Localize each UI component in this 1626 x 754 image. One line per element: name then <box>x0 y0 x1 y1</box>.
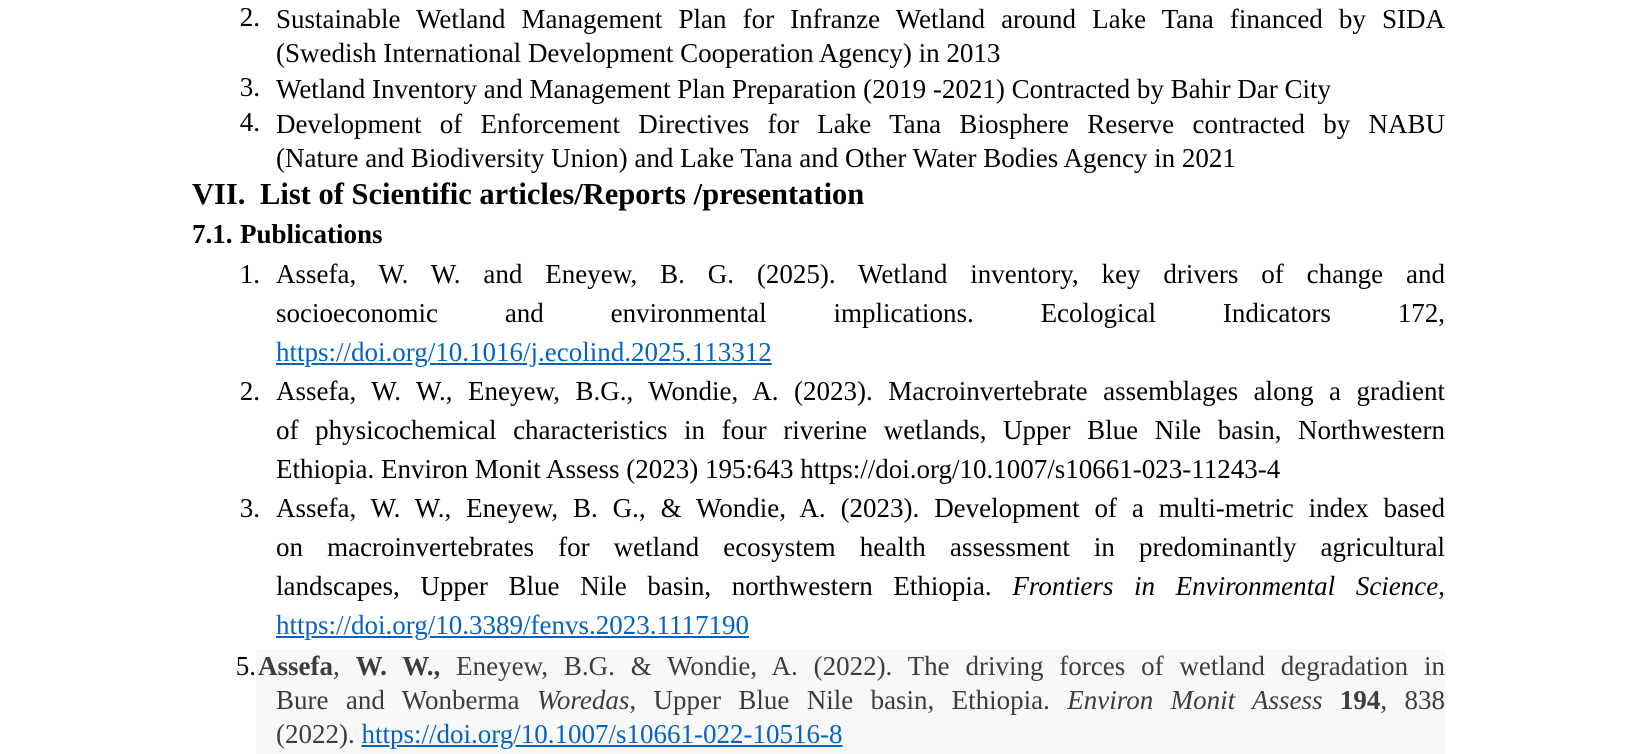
punctuation: , <box>1438 571 1446 601</box>
publication-line <box>258 649 1445 683</box>
publication-line <box>276 567 1445 606</box>
project-number: 3. <box>239 72 260 102</box>
citation-text: Bure and Wonberma <box>276 685 520 715</box>
word: 172, <box>1397 298 1445 328</box>
project-line: Wetland Inventory and Management Plan Preparation (2019 -2021) Contracted by Bahir Dar City <box>276 74 1332 104</box>
project-line: Sustainable Wetland Management Plan for Infranze Wetland around Lake Tana financed by SIDA <box>276 4 1445 34</box>
project-line: Development of Enforcement Directives for Lake Tana Biosphere Reserve contracted by NABU <box>276 109 1445 139</box>
word: Indicators <box>1222 298 1331 328</box>
project-item <box>276 107 1445 141</box>
citation-text: landscapes, Upper Blue Nile basin, northwestern Ethiopia. <box>276 571 992 601</box>
publication-line: Assefa, W. W., Eneyew, B. G., & Wondie, A. (2023). Development of a multi-metric index based <box>276 493 1445 523</box>
citation-text: , Upper Blue Nile basin, Ethiopia. <box>629 685 1050 715</box>
punctuation: , <box>333 651 340 681</box>
publication-item <box>258 649 1445 683</box>
publication-line <box>276 606 1445 645</box>
section-heading <box>192 174 864 214</box>
project-item <box>276 72 1445 106</box>
word: Ecological <box>1040 298 1157 328</box>
author-name: Assefa <box>258 651 333 681</box>
section-title: List of Scientific articles/Reports /presentation <box>260 177 865 211</box>
publication-number: 1. <box>239 259 260 289</box>
publication-item-continued <box>276 683 1445 751</box>
subsection-heading <box>192 216 383 252</box>
project-number: 4. <box>239 107 260 137</box>
journal-name: Frontiers in Environmental Science <box>1012 571 1439 601</box>
publication-line: on macroinvertebrates for wetland ecosystem health assessment in predominantly agricultural <box>276 532 1445 562</box>
doi-link[interactable]: https://doi.org/10.1016/j.ecolind.2025.113312 <box>276 337 772 367</box>
subsection-number: 7.1. <box>192 219 233 249</box>
publication-line-spaced <box>276 294 1445 333</box>
author-initials: W. W., <box>355 651 441 681</box>
publication-line: Ethiopia. Environ Monit Assess (2023) 195:643 https://doi.org/10.1007/s10661-023-11243-4 <box>276 454 1281 484</box>
word: socioeconomic <box>276 298 438 328</box>
word: environmental <box>610 298 767 328</box>
project-item-continued <box>276 141 1445 175</box>
publication-item <box>276 489 1445 645</box>
pages: , 838 <box>1380 685 1446 715</box>
volume: 194 <box>1339 685 1381 715</box>
citation-text: Eneyew, B.G. & Wondie, A. (2022). The driving forces of wetland degradation in <box>456 651 1446 681</box>
publication-number: 2. <box>239 376 260 406</box>
publication-item <box>276 255 1445 372</box>
publication-number: 3. <box>239 493 260 523</box>
subsection-title: Publications <box>240 219 383 249</box>
word: and <box>504 298 544 328</box>
project-item <box>276 2 1445 36</box>
publication-line <box>276 333 1445 372</box>
doi-link[interactable]: https://doi.org/10.1007/s10661-022-10516-8 <box>361 719 843 749</box>
publication-line <box>276 717 1445 751</box>
woredas-term: Woredas <box>536 685 630 715</box>
project-line: (Swedish International Development Cooperation Agency) in 2013 <box>276 38 1001 68</box>
project-number: 2. <box>239 2 260 32</box>
publication-item <box>276 372 1445 489</box>
publication-line: of physicochemical characteristics in four riverine wetlands, Upper Blue Nile basin, Northwestern <box>276 415 1445 445</box>
publication-number: 5. <box>235 651 256 681</box>
publication-line <box>276 683 1445 717</box>
year: (2022). <box>276 719 355 749</box>
doi-link[interactable]: https://doi.org/10.3389/fenvs.2023.1117190 <box>276 610 750 640</box>
word: implications. <box>833 298 974 328</box>
publication-line: Assefa, W. W., Eneyew, B.G., Wondie, A. (2023). Macroinvertebrate assemblages along a gradient <box>276 376 1445 406</box>
journal-name: Environ Monit Assess <box>1067 685 1323 715</box>
section-roman-numeral: VII. <box>192 177 246 211</box>
project-item-continued <box>276 36 1445 70</box>
publication-line: Assefa, W. W. and Eneyew, B. G. (2025). Wetland inventory, key drivers of change and <box>276 259 1445 289</box>
project-line: (Nature and Biodiversity Union) and Lake Tana and Other Water Bodies Agency in 2021 <box>276 143 1236 173</box>
